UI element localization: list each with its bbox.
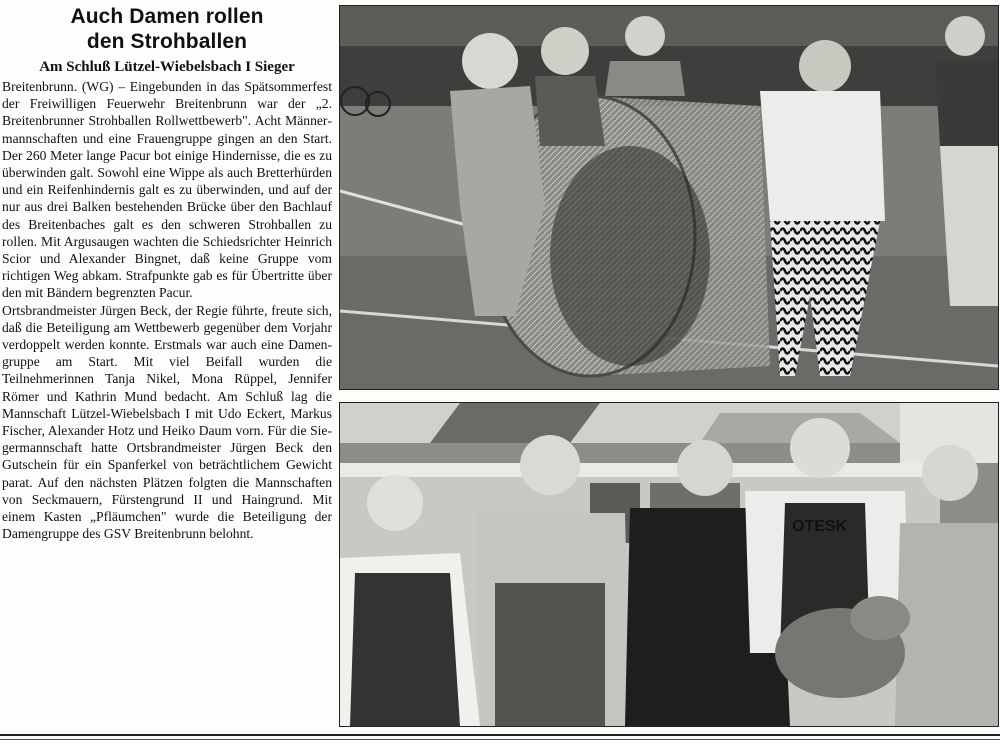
- subheadline: Am Schluß Lützel-Wiebelsbach I Sieger: [39, 59, 295, 75]
- article-column: [2, 4, 332, 734]
- headline: [2, 4, 332, 54]
- straw-bale-scene: [340, 6, 998, 389]
- page-bottom-rule: [0, 734, 1000, 736]
- person-woman-1: [462, 33, 518, 89]
- person-woman-pushing: [799, 40, 851, 92]
- headline-line-2: den Strohballen: [86, 30, 248, 53]
- shirt-print-text: OTESK: [792, 518, 848, 535]
- article-paragraph-1: Breitenbrunn. (WG) – Eingebunden in das Spätsommerfest der Freiwilligen Feuerwehr Breitenbrunn war der „2. Breitenbrunner Strohballen Rollwettbewerb". Acht Männermannschaften und eine Frauengruppe gingen an den Start. Der 260 Meter lange Pacur bot einige Hindernisse, die es zu überwinden galt. Sowohl eine Wippe als auch Bretterhürden und ein Reifenhindernis galt es zu überwinden, und auf der nur aus drei Balken bestehenden Brücke über den Bachlauf des Breitenbaches galt es den schweren Strohballen zu rollen. Mit Argusaugen wachten die Schiedsrichter Heinrich Scior und Alexander Bingnet, daß keine Gruppe vom richtigen Weg abkam. Strafpunkte gab es für Übertritte über den mit Bändern begrenzten Pacur.: [2, 79, 332, 301]
- headline-line-1: Auch Damen rollen: [70, 5, 264, 28]
- page-bottom-rule-thin: [0, 739, 1000, 740]
- winning-team-scene: [340, 403, 998, 726]
- article-paragraph-2: Ortsbrandmeister Jürgen Beck, der Regie führte, freute sich, daß die Beteiligung am Wettbewerb gegenüber dem Vorjahr verdoppelt werden konnte. Erstmals war auch eine Damengruppe am Start. Mit viel Beifall wurden die Teilnehmerinnen Tanja Nikel, Mona Rüppel, Jennifer Römer und Kathrin Mund bedacht. Am Schluß lag die Mannschaft Lützel-Wiebelsbach I mit Udo Eckert, Markus Fischer, Alexander Hotz und Heiko Daum vorn. Für die Siegermannschaft hatte Ortsbrandmeister Jürgen Beck den Gutschein für ein Spanferkel von beträchtlichem Gewicht parat. Auf den nächsten Plätzen folgten die Mannschaften von Seckmauern, Fürstengrund II und Haingrund. Mit einem Kasten „Pfläumchen" wurde die Beteiligung der Damengruppe des GSV Breitenbrunn belohnt.: [2, 302, 332, 542]
- person-man-right: [945, 16, 985, 56]
- photo-straw-bale-rolling: [339, 5, 999, 390]
- photo-winning-team: [339, 402, 999, 727]
